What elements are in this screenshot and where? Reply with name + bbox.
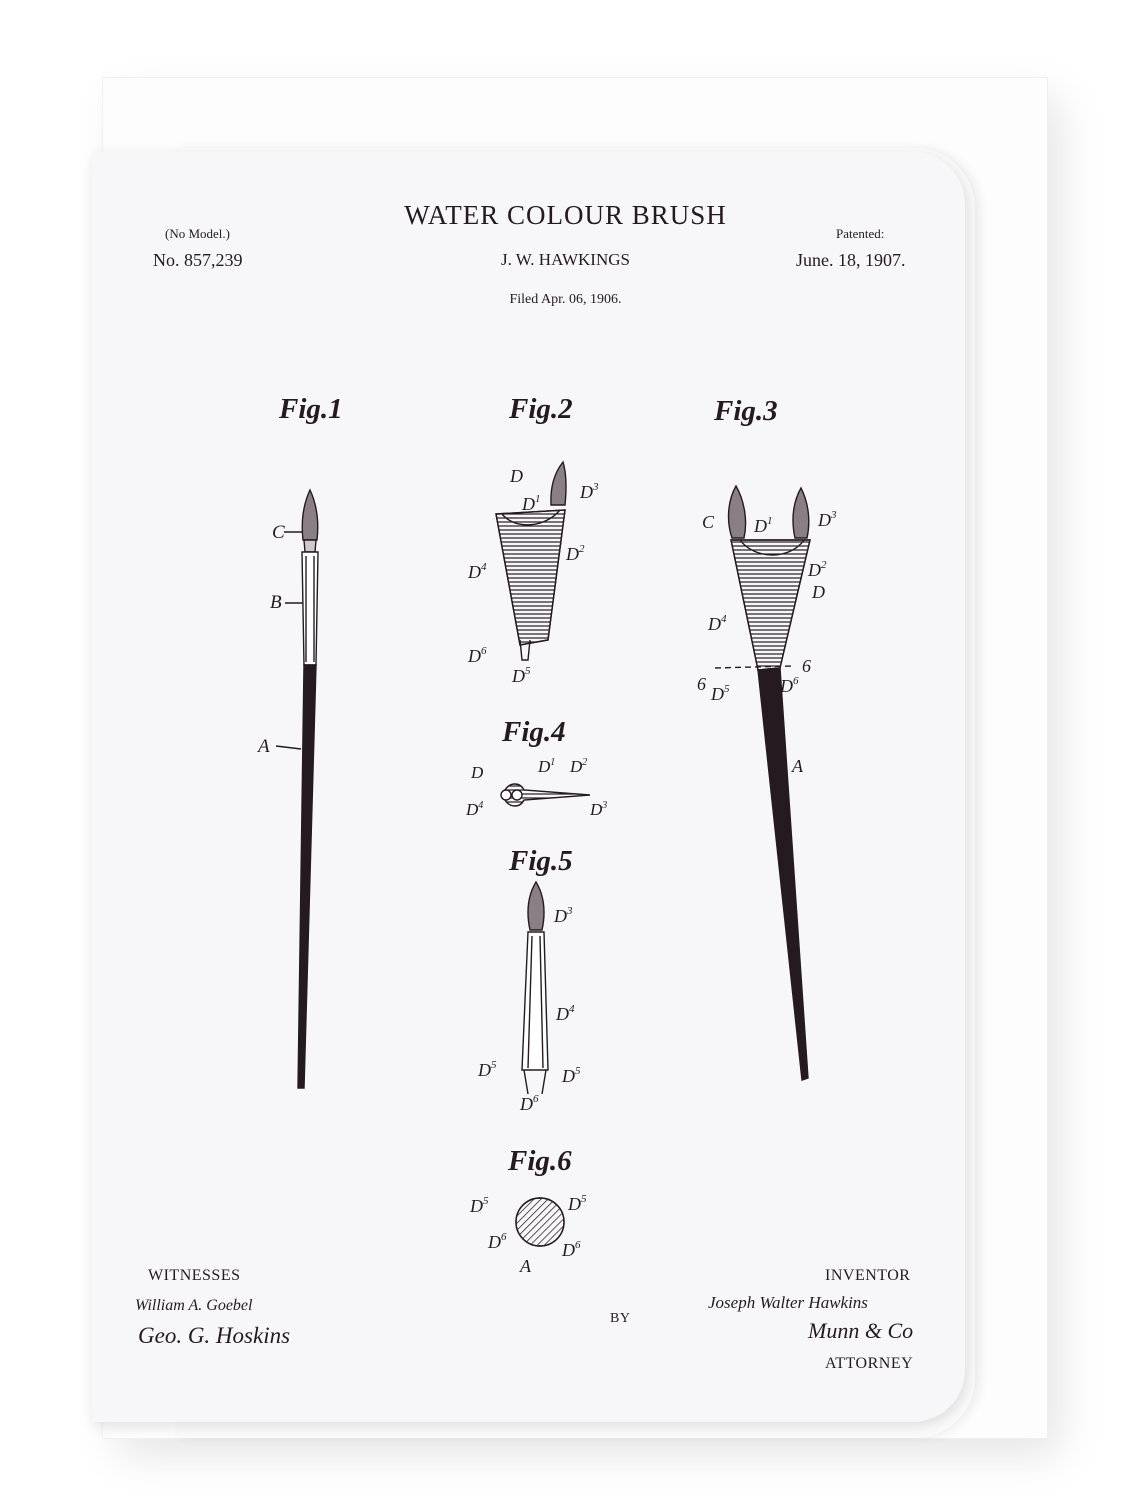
fig-6-label: Fig.6 — [508, 1145, 572, 1177]
svg-text:C: C — [702, 512, 715, 532]
svg-text:D3: $D^3$ — [580, 481, 599, 502]
svg-text:A: A — [520, 1256, 531, 1276]
svg-text:D2: $D^2$ — [570, 757, 588, 776]
svg-text:D3: $D^3$ — [818, 509, 837, 530]
fig-1-brush — [298, 490, 318, 1088]
svg-text:D: D — [510, 466, 523, 486]
patent-title: WATER COLOUR BRUSH — [404, 200, 727, 230]
patent-number: No. 857,239 — [153, 250, 243, 270]
svg-text:D4: $D^4$ — [556, 1003, 575, 1024]
svg-text:D6: $D^6$ — [562, 1239, 581, 1260]
svg-text:D2: $D^2$ — [808, 559, 827, 580]
patent-date: June. 18, 1907. — [796, 250, 906, 270]
svg-text:D5: $D^5$ — [711, 683, 730, 704]
svg-text:D5: $D^5$ — [568, 1193, 587, 1214]
fig-1-ref-c: C — [272, 522, 285, 543]
inventor-name: J. W. HAWKINGS — [501, 250, 630, 269]
fig-4-label: Fig.4 — [502, 716, 566, 748]
svg-text:D5: $D^5$ — [562, 1065, 581, 1086]
svg-text:D2: $D^2$ — [566, 543, 585, 564]
fig-3-brush — [715, 486, 810, 1080]
svg-text:D: D — [471, 763, 484, 782]
svg-text:D: D — [812, 582, 825, 602]
witness-signature-1: William A. Goebel — [135, 1297, 253, 1314]
svg-text:6: 6 — [697, 674, 706, 694]
inventor-signature: Joseph Walter Hawkins — [708, 1293, 868, 1312]
svg-text:D1: $D^1$ — [522, 493, 541, 514]
fig-1-ref-b: B — [270, 592, 282, 613]
fig-5-brush — [522, 882, 548, 1094]
fig-3-label: Fig.3 — [714, 395, 778, 427]
svg-text:D1: $D^1$ — [538, 757, 556, 776]
attorney-label: ATTORNEY — [825, 1355, 914, 1372]
attorney-signature: Munn & Co — [808, 1318, 914, 1343]
svg-text:D6: $D^6$ — [468, 645, 487, 666]
svg-text:D5: $D^5$ — [470, 1195, 489, 1216]
svg-text:D5: $D^5$ — [478, 1059, 497, 1080]
fig-4-cross-section — [501, 784, 590, 806]
fig-5-label: Fig.5 — [509, 845, 573, 877]
patented-label: Patented: — [836, 226, 885, 241]
witness-signature-2: Geo. G. Hoskins — [138, 1323, 291, 1348]
svg-text:D3: $D^3$ — [554, 905, 573, 926]
svg-text:D1: $D^1$ — [754, 515, 773, 536]
witnesses-label: WITNESSES — [148, 1267, 241, 1284]
svg-text:D4: $D^4$ — [466, 800, 484, 819]
svg-text:D4: $D^4$ — [468, 561, 487, 582]
svg-text:D3: $D^3$ — [590, 800, 608, 819]
svg-text:D5: $D^5$ — [512, 665, 531, 686]
fig-2-label: Fig.2 — [509, 393, 573, 425]
svg-text:6: 6 — [802, 656, 811, 676]
by-label: BY — [610, 1311, 631, 1326]
svg-text:D6: $D^6$ — [520, 1093, 539, 1114]
svg-text:D6: $D^6$ — [488, 1231, 507, 1252]
no-model-note: (No Model.) — [165, 226, 230, 241]
fig-2-ferrule — [496, 462, 566, 660]
svg-text:A: A — [792, 756, 803, 776]
fig-1-ref-a: A — [258, 736, 270, 757]
fig-6-section — [516, 1198, 564, 1246]
filed-date: Filed Apr. 06, 1906. — [509, 292, 622, 307]
inventor-label: INVENTOR — [825, 1267, 911, 1284]
fig-1-label: Fig.1 — [279, 393, 343, 425]
svg-text:D4: $D^4$ — [708, 613, 727, 634]
svg-text:D6: $D^6$ — [780, 675, 799, 696]
